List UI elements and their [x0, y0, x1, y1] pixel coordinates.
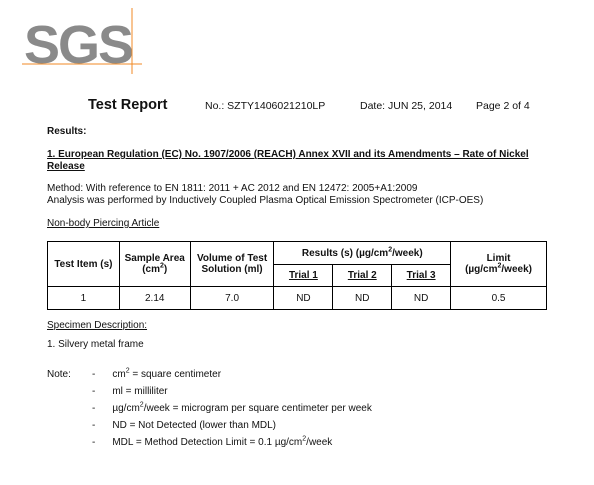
method-line: Method: With reference to EN 1811: 2011 + AC 2012 and EN 12472: 2005+A1:2009: [47, 183, 418, 194]
results-heading: Results:: [47, 126, 87, 137]
cell-sample-area: 2.14: [119, 287, 190, 310]
header-limit-label: Limit: [486, 253, 511, 264]
section-title: 1. European Regulation (EC) No. 1907/2006 (REACH) Annex XVII and its Amendments – Rate of Nickel Release: [47, 149, 529, 172]
note-text: µg/cm: [112, 403, 140, 414]
results-header-end: /week): [392, 247, 423, 259]
header-volume-line1: Volume of Test: [196, 253, 268, 264]
results-header-sup: 2: [388, 246, 393, 254]
specimen-heading: Specimen Description:: [47, 320, 148, 331]
note-item: [92, 386, 372, 403]
cell-test-item: 1: [48, 287, 120, 310]
cell-trial-1: ND: [274, 287, 333, 310]
note-item: [92, 437, 372, 454]
header-sample-area-unit: [120, 264, 190, 275]
limit-unit-end: /week): [501, 264, 532, 275]
note-text: ml = milliliter: [112, 386, 168, 397]
cell-trial-2: ND: [333, 287, 392, 310]
note-list: [92, 369, 372, 454]
analysis-line: Analysis was performed by Inductively Coupled Plasma Optical Emission Spectrometer (ICP-OES): [47, 195, 484, 206]
note-sup: 2: [125, 367, 130, 375]
unit-text: (cm: [142, 264, 160, 275]
note-text-rest: = square centimeter: [129, 369, 222, 380]
header-volume: [190, 242, 274, 287]
note-bullet: -: [92, 437, 96, 448]
sgs-logo-graphic: [22, 8, 142, 74]
note-text-rest: /week: [306, 437, 333, 448]
cell-limit: 0.5: [451, 287, 547, 310]
table-header-row: [48, 242, 547, 265]
header-trial-2: Trial 2: [333, 265, 392, 287]
report-date: Date: JUN 25, 2014: [360, 100, 453, 112]
header-trial-3: Trial 3: [392, 265, 451, 287]
header-limit-unit: [451, 264, 546, 275]
header-sample-area-label: Sample Area: [124, 253, 185, 264]
header-volume-line2: Solution (ml): [201, 264, 263, 275]
note-item: [92, 420, 372, 437]
note-item: [92, 403, 372, 420]
results-header-text: Results (s) (µg/cm: [301, 247, 389, 259]
cell-trial-3: ND: [392, 287, 451, 310]
header-results: [274, 242, 451, 265]
unit-text-end: ): [163, 264, 168, 275]
report-number: No.: SZTY1406021210LP: [205, 100, 326, 112]
article-type-label: Non-body Piercing Article: [47, 218, 160, 229]
header-limit: [451, 242, 547, 287]
note-sup: 2: [302, 435, 307, 443]
note-text: MDL = Method Detection Limit = 0.1 µg/cm: [112, 437, 303, 448]
unit-sup: 2: [160, 262, 164, 270]
note-text-rest: /week = microgram per square centimeter per week: [143, 403, 372, 414]
note-text: ND = Not Detected (lower than MDL): [112, 420, 277, 431]
header-trial-1: Trial 1: [274, 265, 333, 287]
note-heading: Note:: [47, 369, 71, 380]
limit-unit-text: (µg/cm: [465, 264, 498, 275]
specimen-item: 1. Silvery metal frame: [47, 339, 144, 350]
cell-volume: 7.0: [190, 287, 274, 310]
sgs-logo: [22, 8, 142, 74]
header-test-item: Test Item (s): [48, 242, 120, 287]
note-text: cm: [112, 369, 126, 380]
note-bullet: -: [92, 369, 96, 380]
note-bullet: -: [92, 386, 96, 397]
table-row: [48, 287, 547, 310]
note-bullet: -: [92, 420, 96, 431]
note-sup: 2: [139, 401, 144, 409]
svg-text:SGS: SGS: [24, 15, 133, 74]
header-sample-area: [119, 242, 190, 287]
results-table: [47, 241, 547, 310]
limit-unit-sup: 2: [497, 262, 502, 270]
page-indicator: Page 2 of 4: [476, 100, 530, 112]
method-block: [47, 183, 483, 207]
report-title: Test Report: [88, 97, 168, 113]
note-bullet: -: [92, 403, 96, 414]
note-item: [92, 369, 372, 386]
